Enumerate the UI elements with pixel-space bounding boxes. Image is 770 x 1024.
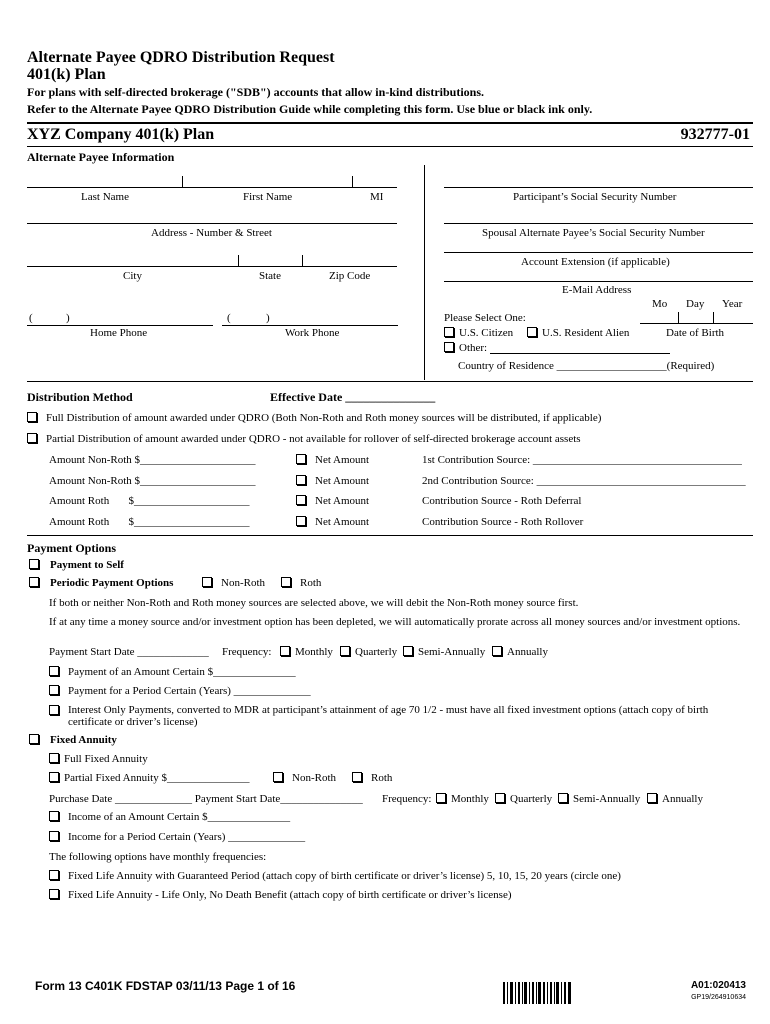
period-certain-option[interactable]: [49, 685, 311, 697]
period-certain-label: Payment for a Period Certain (Years) ______________: [68, 685, 311, 697]
checkbox-icon[interactable]: [49, 831, 59, 841]
fixed-annuity-option[interactable]: [29, 734, 117, 746]
checkbox-icon[interactable]: [29, 577, 39, 587]
effective-date-field[interactable]: Effective Date _______________: [270, 390, 436, 404]
barcode-icon: [503, 982, 571, 1004]
city-label: City: [123, 270, 142, 282]
email-label: E-Mail Address: [562, 284, 632, 296]
quarterly-label: Quarterly: [355, 646, 398, 658]
annuity-non-roth-option[interactable]: [273, 772, 336, 784]
column-divider: [424, 165, 425, 380]
work-phone-paren-close: ): [266, 312, 270, 324]
semi-annually-option[interactable]: [403, 646, 485, 658]
annuity-frequency-label: Frequency:: [382, 793, 432, 805]
income-amount-label: Income of an Amount Certain $_______________: [68, 811, 291, 823]
monthly-option[interactable]: [280, 646, 333, 658]
name-field[interactable]: [27, 187, 397, 188]
checkbox-icon[interactable]: [436, 793, 446, 803]
header-line-2: Refer to the Alternate Payee QDRO Distribution Guide while completing this form. Use blue or black ink only.: [27, 102, 593, 116]
checkbox-icon[interactable]: [49, 889, 59, 899]
annually-label: Annually: [507, 646, 548, 658]
checkbox-icon[interactable]: [49, 753, 59, 763]
net-amount-label: Net Amount: [315, 475, 370, 487]
checkbox-icon[interactable]: [444, 327, 454, 337]
payment-start-date-field[interactable]: Payment Start Date _____________: [49, 646, 209, 658]
checkbox-icon[interactable]: [558, 793, 568, 803]
net-amount-option[interactable]: [296, 495, 369, 507]
city-state-zip-field[interactable]: [27, 266, 397, 267]
monthly-frequencies-note: The following options have monthly frequencies:: [49, 851, 267, 863]
contribution-source-2[interactable]: 2nd Contribution Source: ______________________________________: [422, 475, 746, 487]
dob-separator: [678, 312, 679, 323]
header-line-1: For plans with self-directed brokerage ("SDB") accounts that allow in-kind distributions.: [27, 85, 485, 99]
last-name-label: Last Name: [81, 191, 129, 203]
header-rule: [27, 122, 753, 124]
monthly-label: Monthly: [295, 646, 333, 658]
mo-label: Mo: [652, 298, 668, 310]
periodic-payment-option[interactable]: [29, 577, 173, 589]
us-citizen-label: U.S. Citizen: [459, 327, 514, 339]
guaranteed-period-option[interactable]: [49, 870, 621, 882]
semi-annually-label: Semi-Annually: [418, 646, 486, 658]
other-label: Other:: [459, 342, 488, 354]
annuity-semi-annually-label: Semi-Annually: [573, 793, 641, 805]
amount-roth-1[interactable]: Amount Roth $_____________________: [49, 495, 250, 507]
us-resident-option[interactable]: [527, 327, 629, 339]
annuity-quarterly-label: Quarterly: [510, 793, 553, 805]
annuity-non-roth-label: Non-Roth: [292, 772, 336, 784]
checkbox-icon[interactable]: [444, 342, 454, 352]
checkbox-icon[interactable]: [280, 646, 290, 656]
checkbox-icon[interactable]: [296, 495, 306, 505]
day-label: Day: [686, 298, 705, 310]
work-phone-field[interactable]: [222, 325, 398, 326]
home-phone-label: Home Phone: [90, 327, 148, 339]
life-only-label: Fixed Life Annuity - Life Only, No Death Benefit (attach copy of birth certificate or driver’s license): [68, 889, 512, 901]
annuity-roth-label: Roth: [371, 772, 393, 784]
checkbox-icon[interactable]: [27, 433, 37, 443]
state-label: State: [259, 270, 281, 282]
non-roth-label: Non-Roth: [221, 577, 265, 589]
state-separator: [302, 255, 303, 266]
checkbox-icon[interactable]: [492, 646, 502, 656]
checkbox-icon[interactable]: [403, 646, 413, 656]
plan-rule: [27, 146, 753, 147]
dob-separator: [713, 312, 714, 323]
checkbox-icon[interactable]: [296, 454, 306, 464]
life-only-option[interactable]: [49, 889, 512, 901]
income-period-label: Income for a Period Certain (Years) ______________: [68, 831, 306, 843]
payment-to-self-label: Payment to Self: [50, 559, 124, 571]
checkbox-icon[interactable]: [495, 793, 505, 803]
spousal-ssn-label: Spousal Alternate Payee’s Social Security Number: [482, 227, 705, 239]
income-period-option[interactable]: [49, 831, 305, 843]
footer-code: A01:020413: [690, 980, 746, 991]
checkbox-icon[interactable]: [340, 646, 350, 656]
annuity-monthly-label: Monthly: [451, 793, 489, 805]
partial-fixed-annuity-option[interactable]: [49, 772, 249, 784]
section-rule: [27, 381, 753, 382]
prorate-note: If at any time a money source and/or investment option has been depleted, we will automatically prorate across all money sources and/or investment options.: [49, 616, 741, 628]
purchase-date-field[interactable]: Purchase Date ______________ Payment Start Date_______________: [49, 793, 363, 805]
net-amount-option[interactable]: [296, 454, 369, 466]
checkbox-icon[interactable]: [202, 577, 212, 587]
distribution-heading: Distribution Method: [27, 390, 133, 404]
net-amount-option[interactable]: [296, 516, 369, 528]
annuity-semi-annually-option[interactable]: [558, 793, 640, 805]
partial-distribution-label: Partial Distribution of amount awarded under QDRO - not available for rollover of self-directed brokerage account assets: [46, 433, 581, 445]
participant-ssn-label: Participant’s Social Security Number: [513, 191, 677, 203]
net-amount-label: Net Amount: [315, 454, 370, 466]
checkbox-icon[interactable]: [49, 685, 59, 695]
interest-only-label: Interest Only Payments, converted to MDR at participant’s attainment of age 70 1/2 - must have all fixed investment options (attach copy of birth certificate or driver’s license): [68, 704, 709, 728]
annuity-quarterly-option[interactable]: [495, 793, 552, 805]
account-extension-field[interactable]: [444, 252, 753, 253]
checkbox-icon[interactable]: [49, 870, 59, 880]
periodic-non-roth-option[interactable]: [202, 577, 265, 589]
periodic-roth-option[interactable]: [281, 577, 321, 589]
city-separator: [238, 255, 239, 266]
checkbox-icon[interactable]: [27, 412, 37, 422]
account-extension-label: Account Extension (if applicable): [521, 256, 670, 268]
payment-options-heading: Payment Options: [27, 541, 117, 555]
partial-distribution-option[interactable]: [27, 433, 581, 445]
form-subtitle: 401(k) Plan: [27, 66, 106, 83]
form-footer-id: Form 13 C401K FDSTAP 03/11/13 Page 1 of 16: [35, 979, 296, 993]
full-distribution-option[interactable]: [27, 412, 601, 424]
form-title: Alternate Payee QDRO Distribution Request: [27, 49, 335, 66]
amount-non-roth-2[interactable]: Amount Non-Roth $_____________________: [49, 475, 256, 487]
contribution-source-1[interactable]: 1st Contribution Source: ______________________________________: [422, 454, 742, 466]
full-fixed-annuity-option[interactable]: [49, 753, 148, 765]
checkbox-icon[interactable]: [281, 577, 291, 587]
checkbox-icon[interactable]: [647, 793, 657, 803]
year-label: Year: [722, 298, 743, 310]
checkbox-icon[interactable]: [273, 772, 283, 782]
fixed-annuity-label: Fixed Annuity: [50, 734, 117, 746]
periodic-payment-label: Periodic Payment Options: [50, 577, 174, 589]
dob-label: Date of Birth: [666, 327, 725, 339]
income-amount-option[interactable]: [49, 811, 290, 823]
partial-fixed-annuity-label: Partial Fixed Annuity $_______________: [64, 772, 250, 784]
roth-label: Roth: [300, 577, 322, 589]
net-amount-label: Net Amount: [315, 495, 370, 507]
name-separator: [182, 176, 183, 187]
contribution-source-roth-rollover: Contribution Source - Roth Rollover: [422, 516, 584, 528]
us-citizen-option[interactable]: [444, 327, 513, 339]
checkbox-icon[interactable]: [296, 475, 306, 485]
other-option[interactable]: [444, 342, 487, 354]
us-resident-label: U.S. Resident Alien: [542, 327, 630, 339]
full-distribution-label: Full Distribution of amount awarded under QDRO (Both Non-Roth and Roth money sources will be distributed, if applicable): [46, 412, 602, 424]
work-phone-paren-open: (: [227, 312, 231, 324]
checkbox-icon[interactable]: [296, 516, 306, 526]
annuity-roth-option[interactable]: [352, 772, 392, 784]
guaranteed-period-label: Fixed Life Annuity with Guaranteed Period (attach copy of birth certificate or driver’s license) 5, 10, 15, 20 years (circle one): [68, 870, 621, 882]
checkbox-icon[interactable]: [49, 772, 59, 782]
annuity-annually-label: Annually: [662, 793, 703, 805]
zip-label: Zip Code: [329, 270, 371, 282]
full-fixed-annuity-label: Full Fixed Annuity: [64, 753, 148, 765]
annuity-monthly-option[interactable]: [436, 793, 489, 805]
net-amount-label: Net Amount: [315, 516, 370, 528]
amount-non-roth-1[interactable]: Amount Non-Roth $_____________________: [49, 454, 256, 466]
checkbox-icon[interactable]: [49, 705, 59, 715]
payment-frequency-label: Frequency:: [222, 646, 272, 658]
payment-to-self-option[interactable]: [29, 559, 124, 571]
annuity-annually-option[interactable]: [647, 793, 703, 805]
spousal-ssn-field[interactable]: [444, 223, 753, 224]
checkbox-icon[interactable]: [49, 666, 59, 676]
annually-option[interactable]: [492, 646, 548, 658]
plan-number: 932777-01: [680, 126, 750, 143]
checkbox-icon[interactable]: [29, 734, 39, 744]
checkbox-icon[interactable]: [352, 772, 362, 782]
date-of-birth-field[interactable]: [640, 323, 753, 324]
address-field[interactable]: [27, 223, 397, 224]
email-field[interactable]: [444, 281, 753, 282]
address-label: Address - Number & Street: [151, 227, 272, 239]
plan-name: XYZ Company 401(k) Plan: [27, 126, 215, 143]
please-select-label: Please Select One:: [444, 312, 526, 324]
quarterly-option[interactable]: [340, 646, 397, 658]
payee-info-heading: Alternate Payee Information: [27, 150, 175, 164]
name-separator: [352, 176, 353, 187]
work-phone-label: Work Phone: [285, 327, 340, 339]
home-phone-field[interactable]: [27, 325, 213, 326]
amount-certain-label: Payment of an Amount Certain $_______________: [68, 666, 296, 678]
amount-certain-option[interactable]: [49, 666, 296, 678]
participant-ssn-field[interactable]: [444, 187, 753, 188]
net-amount-option[interactable]: [296, 475, 369, 487]
home-phone-paren-close: ): [66, 312, 70, 324]
non-roth-note: If both or neither Non-Roth and Roth money sources are selected above, we will debit the Non-Roth money source first.: [49, 597, 579, 609]
checkbox-icon[interactable]: [527, 327, 537, 337]
checkbox-icon[interactable]: [49, 811, 59, 821]
footer-gp: GP19/264910634: [691, 994, 746, 1001]
first-name-label: First Name: [243, 191, 293, 203]
amount-roth-2[interactable]: Amount Roth $_____________________: [49, 516, 250, 528]
checkbox-icon[interactable]: [29, 559, 39, 569]
contribution-source-roth-deferral: Contribution Source - Roth Deferral: [422, 495, 582, 507]
section-rule: [27, 535, 753, 536]
mi-label: MI: [370, 191, 384, 203]
country-of-residence[interactable]: Country of Residence ____________________(Required): [458, 360, 715, 372]
other-field[interactable]: [490, 353, 670, 354]
home-phone-paren-open: (: [29, 312, 33, 324]
